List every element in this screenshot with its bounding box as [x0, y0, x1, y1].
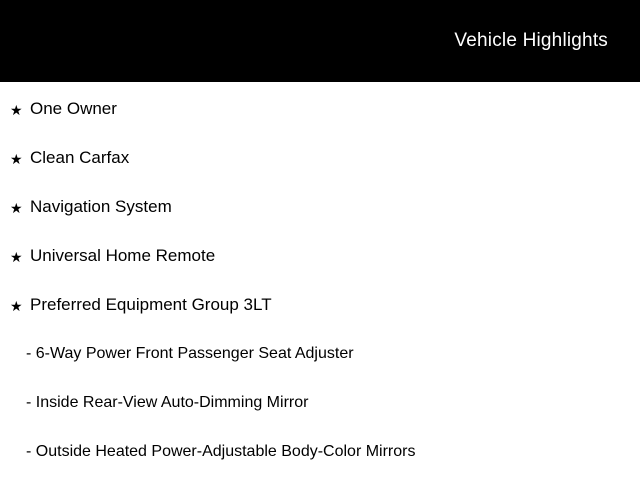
list-item: [0, 96, 640, 145]
list-item: [0, 292, 640, 341]
star-icon: ★: [10, 298, 23, 314]
page-header: [0, 0, 640, 82]
star-icon: ★: [10, 151, 23, 167]
list-sub-item: [0, 439, 640, 488]
list-sub-item-label: - Outside Heated Power-Adjustable Body-Color Mirrors: [26, 443, 416, 460]
star-icon: ★: [10, 200, 23, 216]
list-sub-item: [0, 341, 640, 390]
list-item: [0, 145, 640, 194]
highlights-list: [0, 82, 640, 488]
list-item-label: Universal Home Remote: [30, 246, 216, 265]
list-item: [0, 194, 640, 243]
list-sub-item-label: - 6-Way Power Front Passenger Seat Adjuster: [26, 345, 354, 362]
list-item-label: Navigation System: [30, 197, 172, 216]
list-item: [0, 243, 640, 292]
list-item-label: One Owner: [30, 99, 117, 118]
list-sub-item: [0, 390, 640, 439]
list-item-label: Preferred Equipment Group 3LT: [30, 295, 272, 314]
star-icon: ★: [10, 102, 23, 118]
star-icon: ★: [10, 249, 23, 265]
page-title: Vehicle Highlights: [454, 30, 608, 51]
list-sub-item-label: - Inside Rear-View Auto-Dimming Mirror: [26, 394, 309, 411]
list-item-label: Clean Carfax: [30, 148, 130, 167]
